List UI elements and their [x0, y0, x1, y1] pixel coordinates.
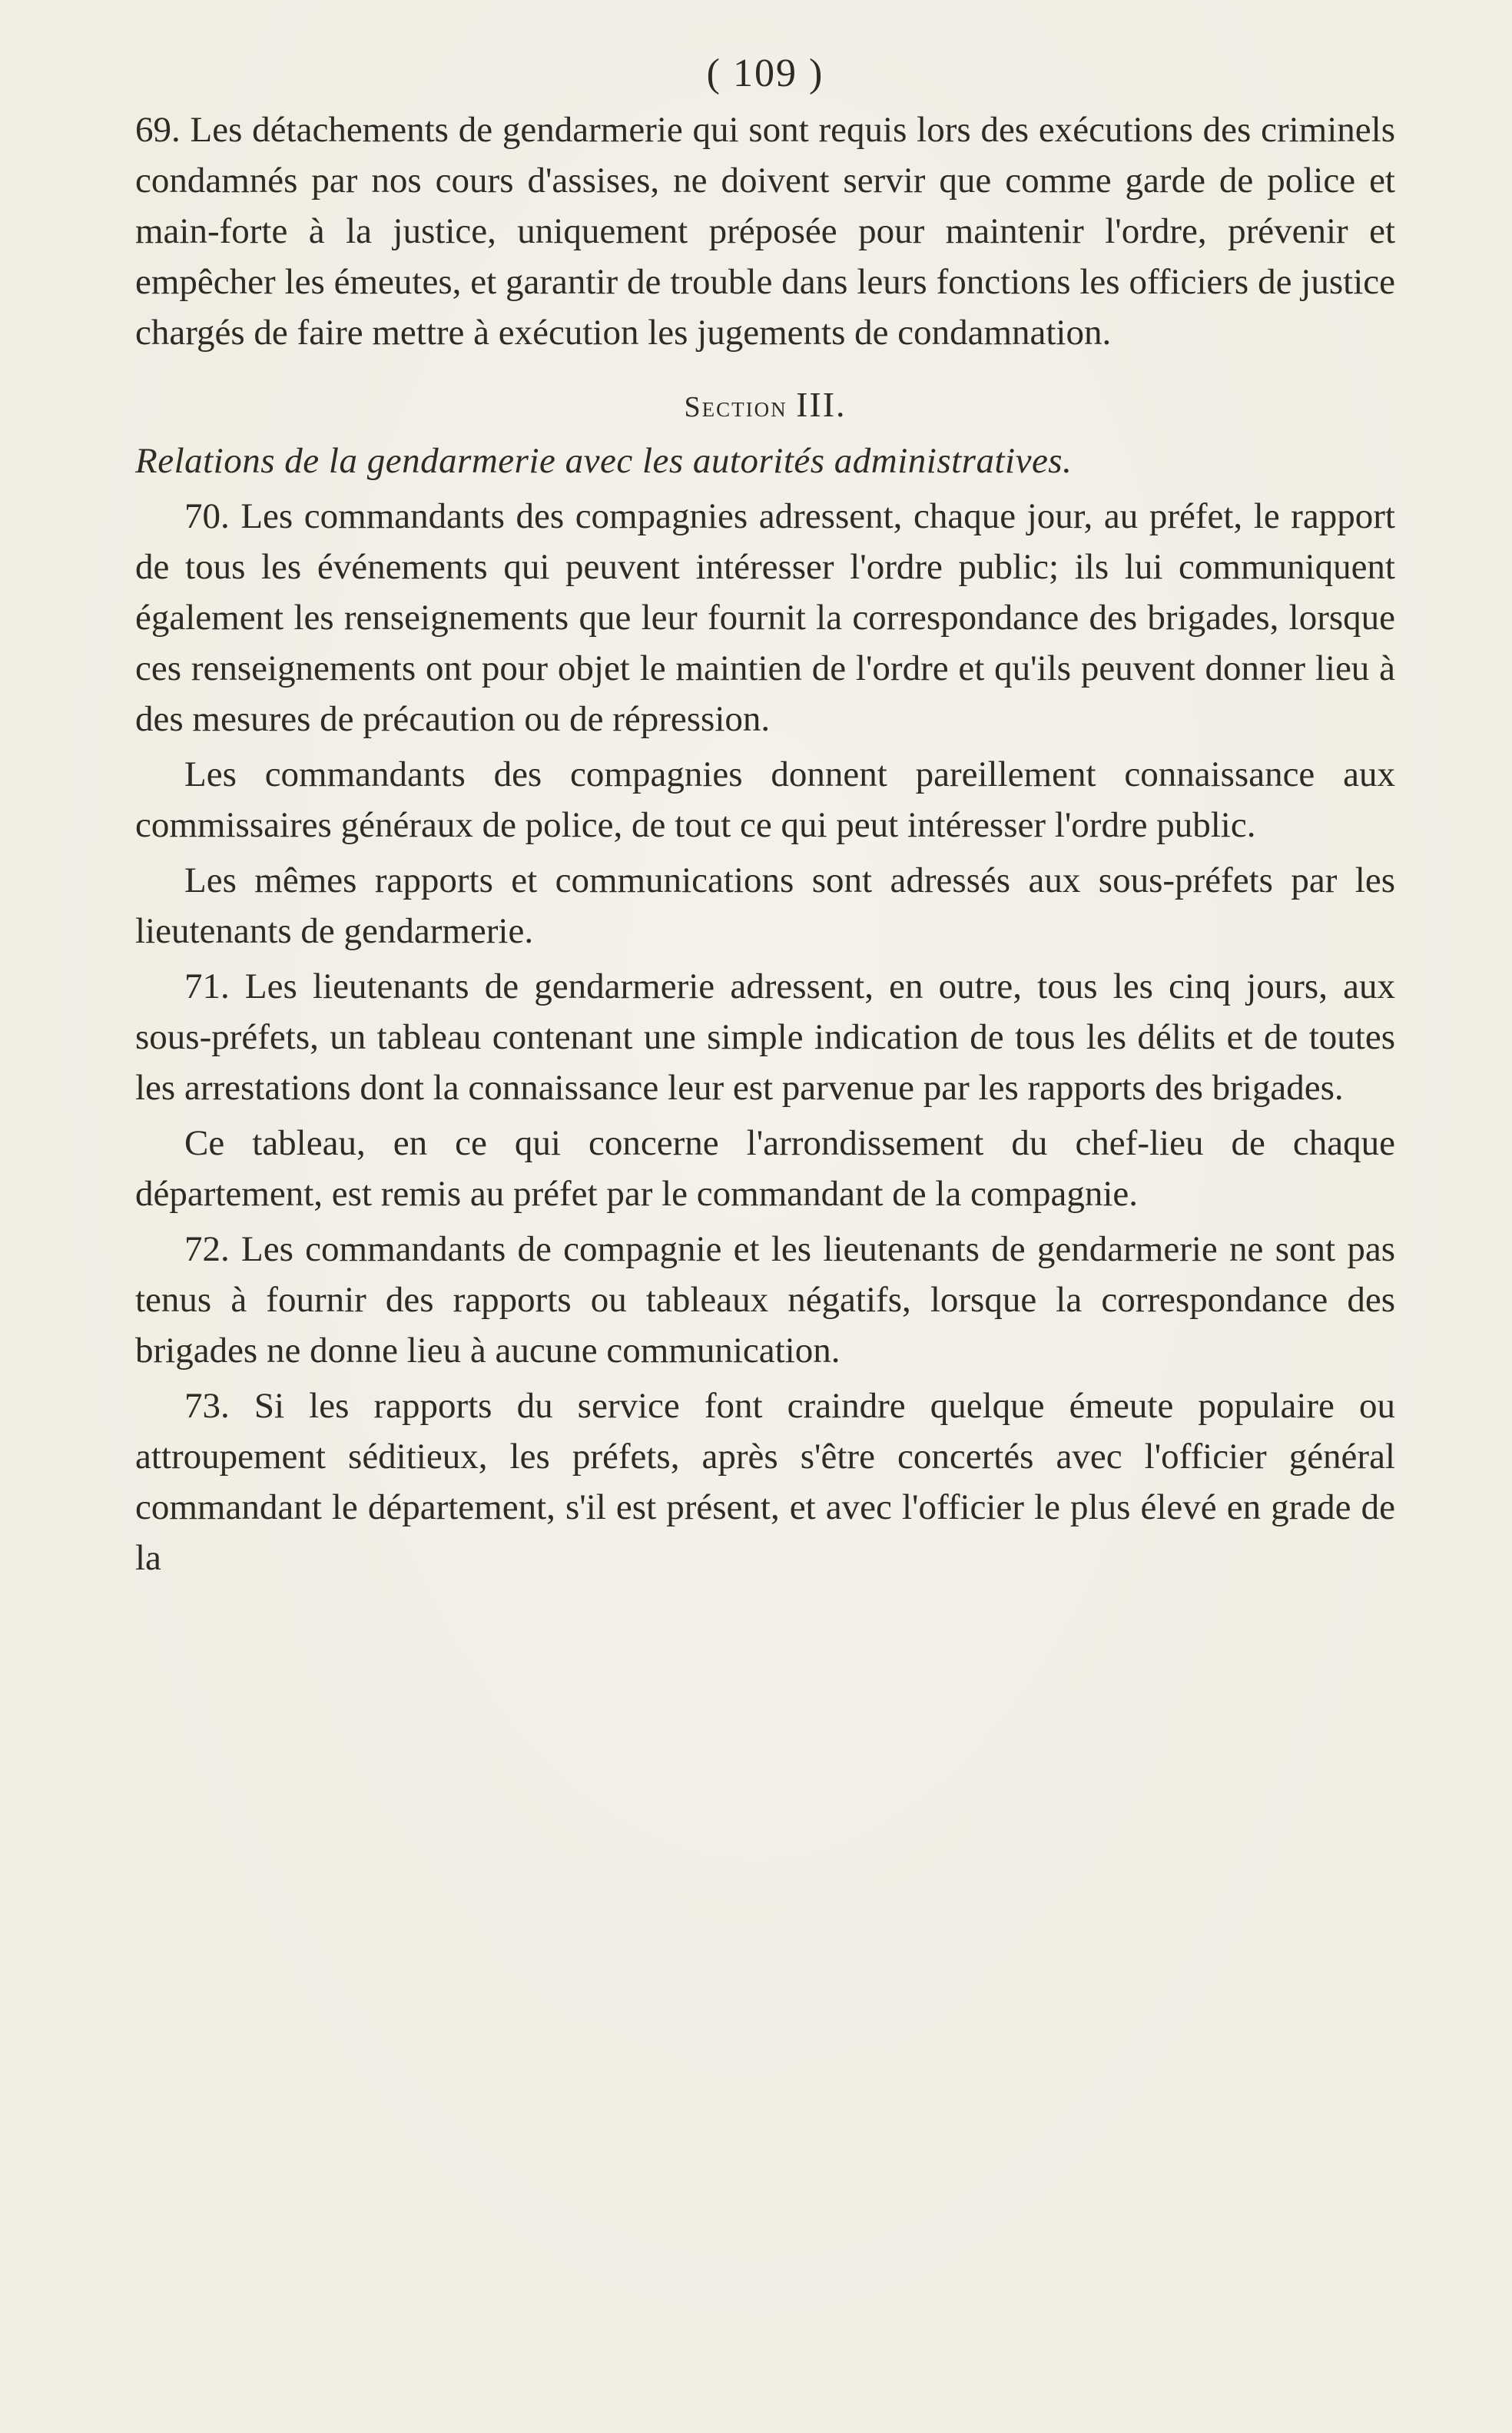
article-71: 71. Les lieutenants de gendarmerie adressent, en outre, tous les cinq jours, aux sous-préfets, un tableau contenant une simple indication de tous les délits et de toutes les arrestations dont la connaissance leur est parvenue par les rapports des brigades. [135, 966, 1395, 1108]
section-heading [135, 380, 1395, 433]
paragraph-70-sous-prefets: Les mêmes rapports et communications sont adressés aux sous-préfets par les lieutenants de gendarmerie. [135, 860, 1395, 951]
section-label: Section [684, 391, 788, 423]
article-70: 70. Les commandants des compagnies adressent, chaque jour, au préfet, le rapport de tous les événements qui peuvent intéresser l'ordre public; ils lui communiquent également les renseignements que leur fournit la correspondance des brigades, lorsque ces renseignements ont pour objet le maintien de l'ordre et qu'ils peuvent donner lieu à des mesures de précaution ou de répression. [135, 496, 1395, 739]
page-text-block [135, 43, 1395, 1583]
page-number: ( 109 ) [706, 51, 824, 95]
section-number: III. [796, 385, 847, 424]
article-72: 72. Les commandants de compagnie et les lieutenants de gendarmerie ne sont pas tenus à fournir des rapports ou tableaux négatifs, lorsque la correspondance des brigades ne donne lieu à aucune communication. [135, 1229, 1395, 1371]
paragraph-70-commissaires: Les commandants des compagnies donnent pareillement connaissance aux commissaires généraux de police, de tout ce qui peut intéresser l'ordre public. [135, 754, 1395, 845]
section-title: Relations de la gendarmerie avec les autorités administratives. [135, 441, 1073, 481]
article-69: 69. Les détachements de gendarmerie qui sont requis lors des exécutions des criminels condamnés par nos cours d'assises, ne doivent servir que comme garde de police et main-forte à la justice, uniquement préposée pour maintenir l'ordre, prévenir et empêcher les émeutes, et garantir de trouble dans leurs fonctions les officiers de justice chargés de faire mettre à exécution les jugements de condamnation. [135, 110, 1395, 353]
article-73: 73. Si les rapports du service font craindre quelque émeute populaire ou attroupement séditieux, les préfets, après s'être concertés avec l'officier général commandant le département, s'il est présent, et avec l'officier le plus élevé en grade de la [135, 1386, 1395, 1578]
paragraph-71-tableau: Ce tableau, en ce qui concerne l'arrondissement du chef-lieu de chaque département, est remis au préfet par le commandant de la compagnie. [135, 1123, 1395, 1214]
